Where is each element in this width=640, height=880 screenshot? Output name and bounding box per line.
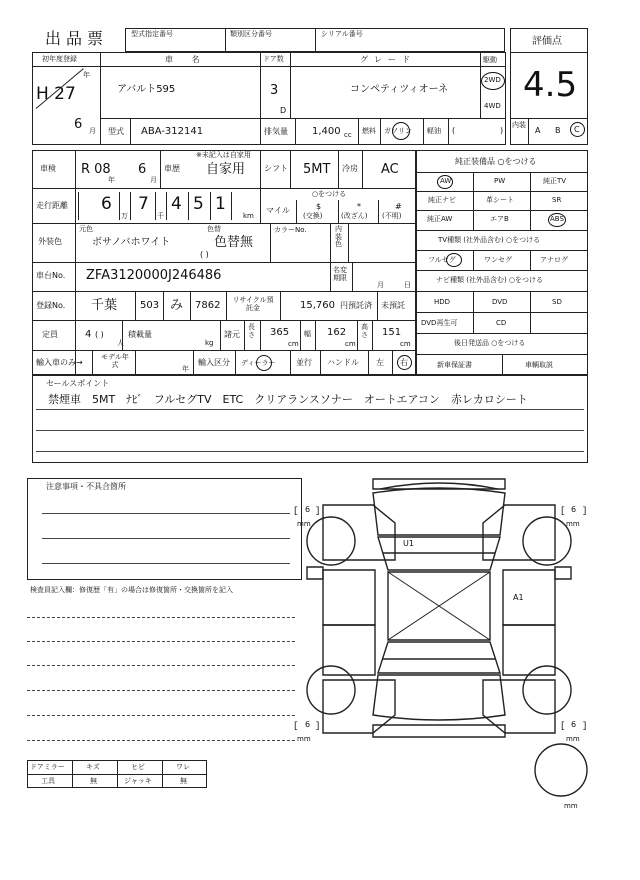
capacity-paren: ( ) (95, 330, 104, 339)
label-name-change: 名変期限 (333, 266, 347, 283)
displacement-unit: cc (344, 131, 352, 139)
fuel-paren-open: ( (452, 126, 456, 135)
interior-a: A (535, 126, 541, 135)
load-unit: kg (205, 339, 214, 347)
color-change: 色替無 (214, 235, 254, 250)
shaken-year-unit: 年 (108, 176, 115, 184)
spare-unit: mm (564, 802, 578, 810)
door-type: D (280, 106, 287, 115)
length: 365 (270, 327, 290, 338)
damage-mark-a1: A1 (513, 593, 524, 602)
tire-fr-unit: mm (566, 520, 580, 528)
reg-area: 千葉 (91, 298, 118, 313)
label-category-number: 類別区分番号 (230, 30, 272, 38)
model-code: ABA-312141 (141, 126, 204, 137)
nav-hdd: HDD (434, 298, 451, 306)
mileage-digit-4: 5 (193, 194, 204, 214)
tv-header: TV種類 (社外品含む) ○をつける (438, 236, 541, 244)
svg-text:]: ] (582, 721, 588, 731)
label-serial-number: シリアル番号 (321, 30, 363, 38)
handle-left: 左 (376, 358, 384, 367)
interior-c: C (574, 125, 580, 134)
handle-right: 右 (400, 358, 408, 367)
svg-text:[: [ (293, 721, 299, 731)
svg-text:]: ] (315, 721, 321, 731)
tire-rr-unit: mm (566, 735, 580, 743)
label-car-name: 車 名 (165, 55, 208, 64)
damage-mark-u1: U1 (403, 539, 414, 548)
eq-aw: AW (440, 177, 452, 185)
mileage-digit-1: 6 (101, 194, 112, 214)
later-manual: 車輌取説 (525, 361, 553, 369)
mileage-digit-2: 7 (138, 194, 149, 214)
label-original-color: 元色 (79, 225, 93, 233)
reg-number: 7862 (195, 300, 221, 311)
eq-airbag: エアB (490, 215, 509, 223)
svg-text:]: ] (315, 506, 321, 516)
mark-star-sub: (改ざん) (341, 212, 368, 220)
eq-abs: ABS (550, 215, 564, 223)
label-model-year: モデル年式 (101, 353, 129, 370)
height: 151 (382, 327, 402, 338)
equipment-header: 純正装備品 ○をつける (455, 157, 537, 166)
label-import-only: 輸入車のみ→ (36, 358, 83, 367)
svg-text:[: [ (560, 721, 566, 731)
tools-value-jack: ジャッキ (124, 777, 152, 785)
label-interior-color: 内装色 (335, 225, 342, 249)
label-handle: ハンドル (327, 358, 359, 367)
fuel-paren-close: ) (500, 126, 504, 135)
eq-leather: 革シート (486, 196, 514, 204)
tools-header-crack: ヒビ (131, 763, 145, 771)
ac-value: AC (381, 162, 399, 177)
tire-rl-unit: mm (297, 735, 311, 743)
recycle-status: 円預託済 (340, 301, 372, 310)
tire-fl-unit: mm (297, 520, 311, 528)
label-ac: 冷房 (342, 164, 358, 173)
grade: コンペティツィオーネ (350, 84, 449, 95)
chassis-number: ZFA3120000J246486 (86, 268, 222, 283)
mark-hash: # (395, 202, 402, 211)
height-unit: cm (400, 340, 411, 348)
mark-hash-sub: (不明) (382, 212, 402, 220)
tools-header-mirror: ドアミラー (30, 763, 65, 771)
eq-sr: SR (552, 196, 562, 204)
label-model-number: 型式指定番号 (131, 30, 173, 38)
nav-sd: SD (552, 298, 562, 306)
label-sales-point: セールスポイント (46, 379, 110, 388)
caution-box (27, 478, 302, 580)
tv-oneseg: ワンセグ (484, 256, 512, 264)
label-import-type: 輸入区分 (198, 358, 230, 367)
mark-note: ○をつける (312, 190, 347, 198)
label-fuel: 燃料 (362, 127, 376, 135)
use-note: ※未記入は自家用 (196, 151, 251, 159)
tire-rl-depth: 6 (305, 720, 311, 729)
shaken-month-unit: 月 (150, 176, 157, 184)
use-value: 自家用 (206, 162, 246, 177)
mark-star: * (357, 202, 361, 211)
label-width: 幅 (304, 330, 311, 338)
capacity: 4 (85, 329, 92, 340)
model-year-unit: 年 (182, 365, 189, 373)
fuel-diesel: 軽油 (427, 127, 441, 135)
nav-dvd-play: DVD再生可 (421, 319, 458, 327)
label-door: ドア数 (263, 55, 284, 63)
label-caution: 注意事項・不具合箇所 (46, 482, 126, 491)
capacity-unit: 人 (117, 339, 124, 347)
first-reg-year-unit: 年 (83, 71, 90, 79)
label-score: 評価点 (532, 36, 562, 47)
length-unit: cm (288, 340, 299, 348)
shift-value: 5MT (303, 162, 331, 177)
first-reg-month-unit: 月 (89, 127, 96, 135)
tv-analog: アナログ (540, 256, 568, 264)
reg-class: 503 (140, 300, 160, 311)
tools-value-none-2: 無 (180, 777, 187, 785)
label-registration: 登録No. (36, 301, 66, 310)
door-count: 3 (270, 83, 279, 98)
tools-header-break: ワレ (176, 763, 190, 771)
name-change-day: 日 (404, 281, 411, 289)
label-interior: 内装 (512, 121, 526, 129)
drive-2wd: 2WD (484, 76, 501, 84)
shaken-month: 6 (138, 162, 147, 177)
label-color-change: 色替 (207, 225, 221, 233)
drive-4wd: 4WD (484, 102, 501, 110)
svg-text:[: [ (560, 506, 566, 516)
form-title: 出品票 (45, 29, 109, 48)
original-color: ボサノバホワイト (92, 237, 171, 248)
tools-header-scratch: キズ (86, 763, 100, 771)
later-warranty: 新車保証書 (437, 361, 472, 369)
nav-cd: CD (496, 319, 507, 327)
label-use: 車歴 (164, 164, 180, 173)
eq-pw: PW (494, 177, 506, 185)
first-reg-era: H 27 (36, 84, 76, 104)
name-change-month: 月 (377, 281, 384, 289)
car-damage-diagram (285, 475, 595, 815)
label-length: 長さ (248, 323, 255, 339)
recycle-amount: 15,760 (300, 300, 335, 311)
tools-value-tools: 工具 (41, 777, 55, 785)
label-displacement: 排気量 (264, 127, 288, 136)
label-exterior-color: 外装色 (38, 237, 62, 246)
label-mileage: 走行距離 (36, 201, 68, 210)
later-header: 後日発送品 ○をつける (454, 339, 526, 347)
mileage-digit-5: 1 (215, 194, 226, 214)
score-value: 4.5 (523, 65, 578, 105)
sales-point-text: 禁煙車 5MT ﾅﾋﾞ フルセグTV ETC クリアランスソナー オートエアコン 赤レカロシート (48, 393, 528, 406)
label-height: 高さ (361, 323, 368, 339)
label-model: 型式 (108, 127, 124, 136)
mark-dollar-sub: (交換) (303, 212, 323, 220)
import-parallel: 並行 (296, 358, 312, 367)
label-load: 積載量 (128, 330, 152, 339)
label-inspector: 検査員記入欄：修復歴「有」の場合は修復箇所・交換箇所を記入 (30, 586, 233, 594)
mark-dollar: $ (316, 202, 322, 211)
shaken-era: R 08 (81, 162, 111, 177)
width-unit: cm (345, 340, 356, 348)
svg-text:[: [ (293, 506, 299, 516)
reg-kana: み (170, 298, 184, 313)
interior-b: B (555, 126, 561, 135)
label-capacity: 定員 (42, 330, 58, 339)
label-shift: シフト (264, 164, 288, 173)
label-first-registration: 初年度登録 (42, 55, 77, 63)
mileage-digit-3: 4 (171, 194, 182, 214)
tire-fl-depth: 6 (305, 505, 311, 514)
label-shaken: 車検 (40, 164, 56, 173)
recycle-unpaid: 未預託 (381, 301, 405, 310)
import-dealer: ディーラー (241, 359, 276, 367)
tire-rr-depth: 6 (571, 720, 577, 729)
mileage-man: 万 (121, 212, 128, 220)
car-name: アバルト595 (117, 84, 176, 95)
first-reg-month: 6 (74, 117, 83, 132)
svg-text:]: ] (582, 506, 588, 516)
label-chassis: 車台No. (36, 271, 66, 280)
label-color-number: カラーNo. (274, 226, 307, 234)
mileage-unit: km (243, 212, 254, 220)
displacement: 1,400 (312, 126, 341, 137)
tire-fr-depth: 6 (571, 505, 577, 514)
nav-dvd: DVD (492, 298, 508, 306)
tools-value-none-1: 無 (90, 777, 97, 785)
eq-tv: 純正TV (543, 177, 567, 185)
label-grade: グレード (360, 55, 416, 64)
mileage-sen: 千 (157, 212, 164, 220)
width: 162 (327, 327, 347, 338)
nav-header: ナビ種類 (社外品含む) ○をつける (436, 276, 544, 284)
label-drive: 駆動 (483, 56, 497, 64)
tv-fullseg: フルセグ (428, 256, 456, 264)
color-change-paren: ( ) (200, 250, 209, 259)
eq-pure-aw: 純正AW (427, 215, 453, 223)
eq-navi: 純正ナビ (428, 196, 456, 204)
fuel-gasoline: ガソリン (384, 127, 412, 135)
label-dimensions: 諸元 (224, 330, 240, 339)
sales-point-block (32, 375, 588, 463)
label-mile: マイル (266, 206, 290, 215)
label-recycle: リサイクル預託金 (232, 296, 274, 313)
